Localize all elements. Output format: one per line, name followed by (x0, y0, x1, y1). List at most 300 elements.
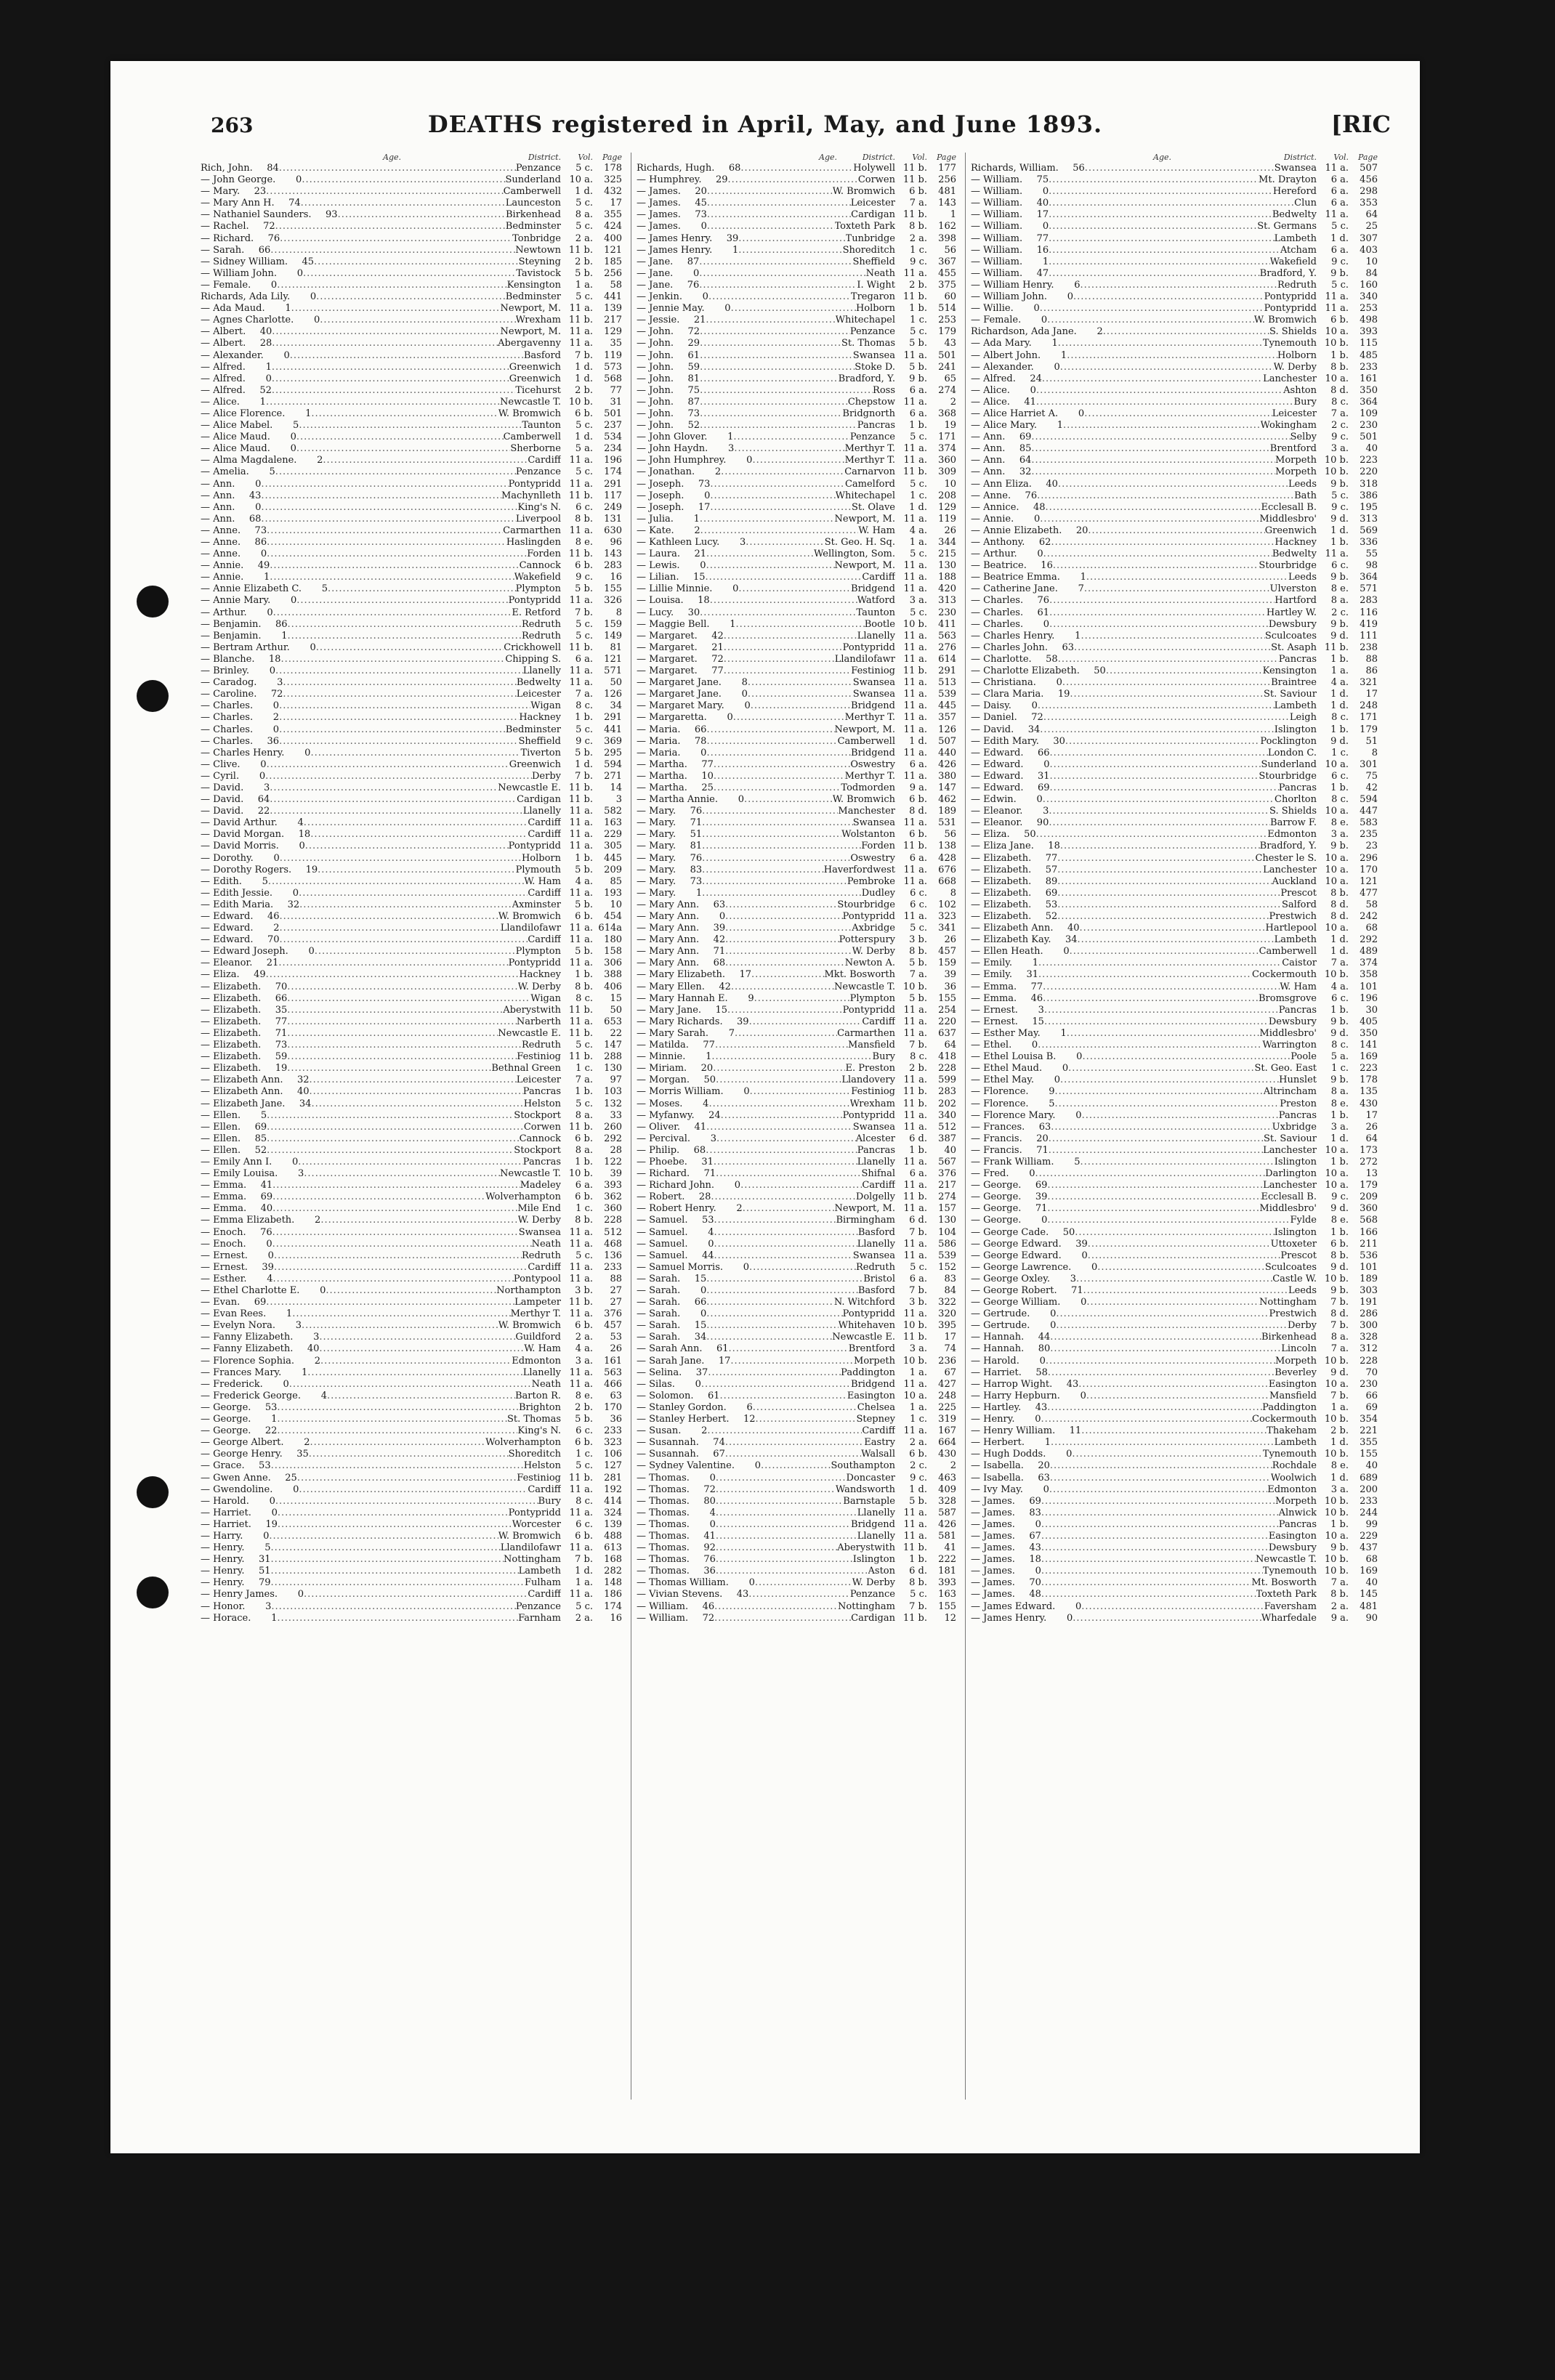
register-entry (637, 806, 956, 817)
entry-age: 74 (288, 198, 301, 209)
entry-district: W. Bromwich (498, 911, 561, 922)
entry-age: 0 (743, 1086, 750, 1098)
entry-district: Holborn (1277, 349, 1317, 361)
entry-age: 35 (296, 1449, 309, 1460)
register-entry (201, 700, 622, 712)
entry-name: — Anne. (201, 525, 241, 536)
leader-dots (326, 1285, 496, 1297)
register-entry (637, 280, 956, 291)
entry-district: Oswestry (850, 852, 895, 864)
register-entry (637, 256, 956, 268)
register-entry (971, 209, 1378, 221)
entry-name: — Alfred. (201, 373, 246, 384)
entry-age: 21 (693, 315, 706, 326)
entry-volume: 11 a. (903, 1425, 927, 1437)
entry-age: 64 (1019, 455, 1032, 466)
entry-volume: 11 a. (569, 1542, 593, 1554)
entry-age: 0 (297, 1589, 304, 1600)
leader-dots (706, 1274, 863, 1285)
entry-district: Wandsworth (835, 1484, 895, 1495)
entry-volume: 5 c. (1331, 279, 1349, 291)
entry-volume: 9 b. (1330, 1074, 1349, 1086)
entry-age: 81 (690, 841, 703, 852)
leader-dots (275, 221, 506, 232)
entry-page: 88 (1365, 653, 1378, 665)
entry-age: 3 (1043, 806, 1049, 817)
leader-dots (707, 198, 851, 209)
entry-page: 325 (604, 174, 622, 186)
register-entry (637, 712, 956, 724)
register-entry (201, 1601, 622, 1613)
entry-district: Taunton (522, 420, 561, 432)
entry-age: 72 (263, 221, 275, 232)
entry-page: 288 (604, 1051, 622, 1063)
entry-name: — Ethel Maud. (971, 1063, 1043, 1074)
leader-dots (716, 1554, 853, 1566)
entry-page: 430 (938, 1449, 956, 1460)
entry-name: — Elizabeth Jane. (201, 1098, 286, 1109)
register-entry (201, 782, 622, 794)
register-entry (971, 479, 1378, 490)
entry-volume: 7 a. (909, 969, 927, 981)
entry-name: — Mary. (637, 887, 676, 899)
entry-volume: 8 d. (1330, 384, 1349, 396)
entry-age: 1 (302, 1367, 308, 1378)
entry-page: 230 (938, 607, 956, 618)
entry-name: — John Glover. (637, 432, 708, 443)
entry-name: — Blanche. (201, 653, 255, 665)
leader-dots (280, 911, 498, 923)
entry-age: 66 (258, 244, 271, 256)
entry-page: 225 (938, 1401, 956, 1413)
entry-district: Madeley (520, 1180, 561, 1191)
entry-name: — Sarah. (637, 1308, 681, 1320)
entry-volume: 1 b. (1330, 349, 1349, 361)
register-entry (971, 1460, 1378, 1472)
register-entry (971, 397, 1378, 408)
entry-page: 414 (604, 1495, 622, 1507)
entry-name: — William. (971, 209, 1023, 221)
entry-volume: 11 a. (903, 1121, 927, 1133)
leader-dots (296, 432, 504, 443)
entry-district: Pontypridd (1264, 291, 1317, 303)
entry-page: 534 (604, 432, 622, 443)
entry-volume: 11 b. (568, 641, 593, 653)
entry-name: — Eliza. (201, 969, 240, 981)
age-header: Age. (383, 153, 401, 162)
leader-dots (267, 759, 509, 771)
leader-dots (756, 1414, 857, 1425)
entry-district: Redruth (1277, 279, 1317, 291)
register-entry (201, 1519, 622, 1531)
entry-volume: 3 a. (1330, 829, 1349, 841)
entry-age: 0 (748, 1577, 755, 1589)
entry-name: — Frances. (971, 1121, 1025, 1133)
entry-age: 15 (1032, 1016, 1044, 1027)
entry-name: — Emma. (971, 981, 1017, 992)
leader-dots (716, 1531, 857, 1542)
leader-dots (1050, 771, 1259, 782)
entry-volume: 1 a. (1330, 665, 1349, 677)
entry-volume: 11 a. (1325, 303, 1349, 315)
register-entry (637, 1589, 956, 1600)
entry-page: 195 (1360, 501, 1378, 513)
entry-name: — William. (971, 267, 1023, 279)
leader-dots (1047, 1402, 1262, 1414)
entry-age: 39 (1075, 1238, 1088, 1250)
entry-page: 53 (610, 1332, 622, 1343)
leader-dots (710, 479, 845, 490)
entry-volume: 1 c. (575, 1063, 593, 1074)
leader-dots (319, 1343, 524, 1355)
entry-name: — Margaret Jane. (637, 677, 722, 689)
entry-name: — William. (971, 198, 1023, 209)
entry-age: 4 (708, 1226, 714, 1238)
register-entry (637, 443, 956, 455)
entry-volume: 11 a. (903, 689, 927, 700)
entry-page: 171 (938, 432, 956, 443)
entry-district: Cockermouth (1252, 1414, 1317, 1425)
leader-dots (267, 525, 503, 537)
entry-page: 233 (604, 1261, 622, 1273)
entry-volume: 1 b. (909, 1144, 927, 1156)
entry-volume: 1 d. (1330, 700, 1349, 712)
entry-district: Lambeth (1274, 1437, 1317, 1449)
leader-dots (714, 1239, 857, 1250)
entry-name: — George Edward. (971, 1250, 1062, 1261)
entry-volume: 6 b. (575, 1133, 593, 1144)
leader-dots (1074, 642, 1271, 654)
entry-age: 70 (275, 981, 288, 992)
entry-name: — Ethel. (971, 1040, 1012, 1051)
entry-age: 5 (1074, 1156, 1081, 1167)
leader-dots (706, 1122, 853, 1133)
leader-dots (755, 1577, 852, 1589)
leader-dots (1057, 899, 1282, 911)
register-entry (637, 923, 956, 934)
register-entry (637, 853, 956, 865)
entry-volume: 11 a. (1325, 209, 1349, 221)
entry-district: Newton A. (844, 958, 895, 969)
entry-district: Leicester (1272, 408, 1317, 419)
binding-hole (137, 680, 169, 712)
entry-page: 27 (610, 1285, 622, 1296)
leader-dots (710, 490, 835, 502)
leader-dots (315, 946, 516, 958)
entry-page: 233 (1360, 361, 1378, 373)
register-entry (971, 665, 1378, 677)
entry-age: 0 (291, 595, 297, 607)
entry-page: 166 (1360, 1226, 1378, 1238)
entry-age: 0 (292, 1156, 299, 1167)
register-entry (637, 479, 956, 490)
entry-page: 222 (938, 1554, 956, 1566)
entry-volume: 9 d. (1330, 630, 1349, 641)
entry-name: — Grace. (201, 1460, 245, 1472)
entry-age: 1 (730, 618, 736, 630)
entry-page: 376 (938, 1168, 956, 1180)
entry-age: 0 (296, 174, 302, 186)
entry-age: 0 (1037, 549, 1043, 560)
entry-volume: 7 b. (909, 1600, 927, 1612)
entry-volume: 1 d. (1330, 689, 1349, 700)
entry-age: 1 (263, 572, 270, 583)
entry-district: Wellington, Som. (813, 549, 895, 560)
entry-page: 77 (610, 384, 622, 396)
entry-name: — Margaret. (637, 641, 698, 653)
entry-page: 563 (604, 1367, 622, 1378)
entry-page: 567 (938, 1156, 956, 1167)
register-entry (971, 490, 1378, 502)
entry-page: 321 (1360, 677, 1378, 689)
entry-district: Plympton (849, 992, 895, 1004)
leader-dots (714, 1250, 852, 1262)
register-entry (201, 525, 622, 537)
entry-name: — Morgan. (637, 1074, 690, 1086)
entry-volume: 1 d. (575, 1566, 593, 1577)
leader-dots (725, 1449, 861, 1460)
register-entry (637, 408, 956, 420)
entry-district: Cardigan (517, 794, 561, 806)
entry-volume: 6 b. (575, 408, 593, 419)
entry-volume: 3 a. (1330, 1121, 1349, 1133)
entry-age: 17 (718, 1355, 731, 1367)
entry-page: 283 (1360, 595, 1378, 607)
entry-page: 298 (1360, 186, 1378, 198)
register-entry (201, 829, 622, 841)
entry-name: — Jane. (637, 279, 674, 291)
register-entry (637, 198, 956, 209)
entry-name: — Elizabeth. (971, 875, 1032, 887)
entry-volume: 10 a. (1325, 1530, 1349, 1542)
entry-page: 143 (604, 549, 622, 560)
entry-volume: 2 a. (1330, 1600, 1349, 1612)
leader-dots (1050, 1343, 1281, 1355)
register-entry (201, 1028, 622, 1040)
register-entry (971, 782, 1378, 794)
register-entry (637, 1016, 956, 1028)
leader-dots (707, 1425, 862, 1437)
entry-name: — Susannah. (637, 1437, 699, 1449)
entry-age: 0 (265, 373, 272, 384)
register-column-1 (201, 153, 622, 2114)
register-entry (637, 338, 956, 349)
entry-age: 0 (1035, 1414, 1041, 1425)
entry-page: 121 (604, 653, 622, 665)
entry-name: — Edwin. (971, 794, 1017, 806)
entry-name: — George Robert. (971, 1285, 1057, 1296)
entry-age: 85 (254, 1133, 267, 1144)
entry-page: 456 (1360, 174, 1378, 186)
entry-page: 248 (938, 1390, 956, 1401)
entry-page: 126 (604, 689, 622, 700)
entry-name: — Elizabeth. (201, 981, 262, 992)
entry-page: 477 (1360, 887, 1378, 899)
entry-name: — Edward. (201, 911, 254, 922)
entry-name: — Alice Maud. (201, 432, 270, 443)
register-entry (201, 1414, 622, 1425)
entry-district: Bristol (863, 1273, 895, 1284)
entry-district: Bedminster (505, 724, 561, 735)
entry-volume: 11 a. (569, 1367, 593, 1378)
entry-volume: 8 c. (575, 700, 593, 712)
entry-page: 189 (1360, 1273, 1378, 1284)
entry-page: 229 (604, 829, 622, 841)
entry-age: 5 (264, 1542, 271, 1554)
register-entry (201, 583, 622, 595)
binding-hole (137, 586, 169, 618)
leader-dots (710, 595, 857, 607)
entry-age: 43 (249, 490, 262, 501)
leader-dots (1060, 362, 1274, 373)
entry-page: 138 (938, 841, 956, 852)
entry-district: Bury (538, 1495, 561, 1507)
leader-dots (748, 689, 853, 700)
register-entry (637, 899, 956, 911)
entry-name: — James Henry. (637, 232, 713, 244)
entry-page: 220 (1360, 466, 1378, 478)
register-entry (201, 1145, 622, 1157)
entry-page: 157 (938, 1203, 956, 1215)
entry-district: Edmonton (1267, 829, 1317, 841)
entry-district: Nottingham (1259, 1297, 1317, 1308)
leader-dots (714, 759, 851, 771)
entry-name: — Elizabeth. (971, 887, 1032, 899)
register-entry (637, 1180, 956, 1191)
entry-volume: 9 d. (1330, 513, 1349, 525)
entry-page: 230 (1360, 420, 1378, 432)
entry-page: 74 (944, 1343, 956, 1355)
register-entry (637, 1425, 956, 1437)
leader-dots (280, 853, 522, 865)
entry-age: 0 (746, 455, 753, 466)
leader-dots (1047, 315, 1254, 326)
entry-age: 40 (260, 1203, 273, 1215)
leader-dots (1082, 1110, 1279, 1122)
entry-volume: 6 a. (575, 653, 593, 665)
entry-age: 49 (254, 969, 266, 981)
entry-volume: 2 b. (575, 384, 593, 396)
leader-dots (702, 806, 838, 817)
entry-page: 51 (1365, 735, 1378, 747)
page-header (110, 61, 1420, 148)
entry-age: 3 (277, 677, 283, 689)
entry-name: — Harriet. (971, 1367, 1022, 1378)
entry-age: 2 (315, 1215, 321, 1226)
entry-volume: 2 a. (575, 232, 593, 244)
entry-age: 0 (1036, 794, 1043, 806)
entry-page: 41 (944, 1542, 956, 1554)
entry-age: 61 (687, 349, 700, 361)
entry-district: Auckland (1272, 875, 1317, 887)
entry-name: — Alexander. (201, 349, 264, 361)
leader-dots (720, 1391, 847, 1402)
entry-age: 53 (701, 1215, 714, 1226)
district-header: District. (862, 153, 895, 162)
register-entry (201, 1507, 622, 1519)
entry-page: 179 (1360, 724, 1378, 735)
register-entry (201, 1391, 622, 1402)
entry-volume: 6 c. (910, 899, 927, 910)
register-entry (637, 583, 956, 595)
entry-district: Hunslet (1279, 1074, 1317, 1086)
leader-dots (1070, 946, 1259, 958)
register-entry (201, 1157, 622, 1168)
leader-dots (278, 958, 508, 969)
entry-name: — George. (201, 1414, 251, 1425)
entry-age: 72 (711, 653, 724, 665)
entry-age: 66 (694, 1297, 707, 1308)
entry-age: 0 (296, 267, 304, 279)
entry-age: 53 (264, 1401, 278, 1413)
register-entry (201, 455, 622, 466)
entry-age: 51 (690, 829, 703, 841)
entry-volume: 8 b. (575, 1215, 593, 1226)
entry-district: Birmingham (836, 1215, 895, 1226)
entry-volume: 9 b. (1330, 1016, 1349, 1027)
entry-volume: 1 d. (575, 432, 593, 443)
entry-age: 78 (694, 735, 707, 747)
entry-page: 319 (938, 1414, 956, 1425)
entry-name: — James. (971, 1518, 1015, 1530)
entry-name: — Annie. (971, 513, 1014, 525)
entry-name: — Jessie. (637, 315, 680, 326)
register-entry (971, 817, 1378, 829)
entry-age: 40 (1046, 478, 1058, 490)
entry-volume: 11 b. (902, 163, 927, 174)
entry-page: 168 (604, 1554, 622, 1566)
entry-page: 85 (610, 875, 622, 887)
entry-age: 0 (700, 560, 706, 572)
entry-district: Merthyr T. (844, 770, 895, 782)
entry-volume: 10 b. (1324, 1566, 1349, 1577)
entry-age: 6 (746, 1401, 753, 1413)
entry-district: Cardiff (528, 1261, 561, 1273)
entry-age: 0 (709, 1518, 716, 1530)
register-entry (971, 1367, 1378, 1379)
entry-age: 20 (700, 1063, 714, 1074)
entry-name: — Mary. (637, 852, 676, 864)
entry-name: — William John. (971, 291, 1048, 303)
register-entry (637, 432, 956, 443)
entry-age: 0 (704, 490, 711, 501)
entry-page: 66 (1365, 1390, 1378, 1401)
entry-district: Thakeham (1267, 1425, 1317, 1437)
entry-page: 447 (1360, 806, 1378, 817)
entry-volume: 7 a. (909, 198, 927, 209)
entry-volume: 10 b. (1324, 1273, 1349, 1284)
entry-volume: 9 b. (1330, 478, 1349, 490)
leader-dots (1043, 549, 1272, 560)
entry-page: 101 (1360, 1261, 1378, 1273)
entry-district: Greenwich (1264, 525, 1317, 536)
entry-age: 72 (1031, 712, 1043, 724)
entry-volume: 3 a. (909, 1343, 927, 1355)
entry-volume: 6 b. (575, 911, 593, 922)
entry-district: Merthyr T. (510, 1308, 561, 1320)
entry-page: 360 (604, 1203, 622, 1215)
entry-district: Pontypridd (508, 1507, 561, 1518)
entry-page: 119 (938, 513, 956, 525)
entry-age: 89 (1045, 875, 1058, 887)
entry-volume: 11 a. (903, 572, 927, 583)
entry-name: — Sidney William. (201, 256, 288, 267)
entry-age: 34 (694, 1332, 707, 1343)
entry-page: 228 (604, 1215, 622, 1226)
entry-volume: 6 c. (1331, 992, 1349, 1004)
entry-name: — William. (971, 174, 1023, 186)
entry-district: Bridgnorth (842, 408, 895, 419)
